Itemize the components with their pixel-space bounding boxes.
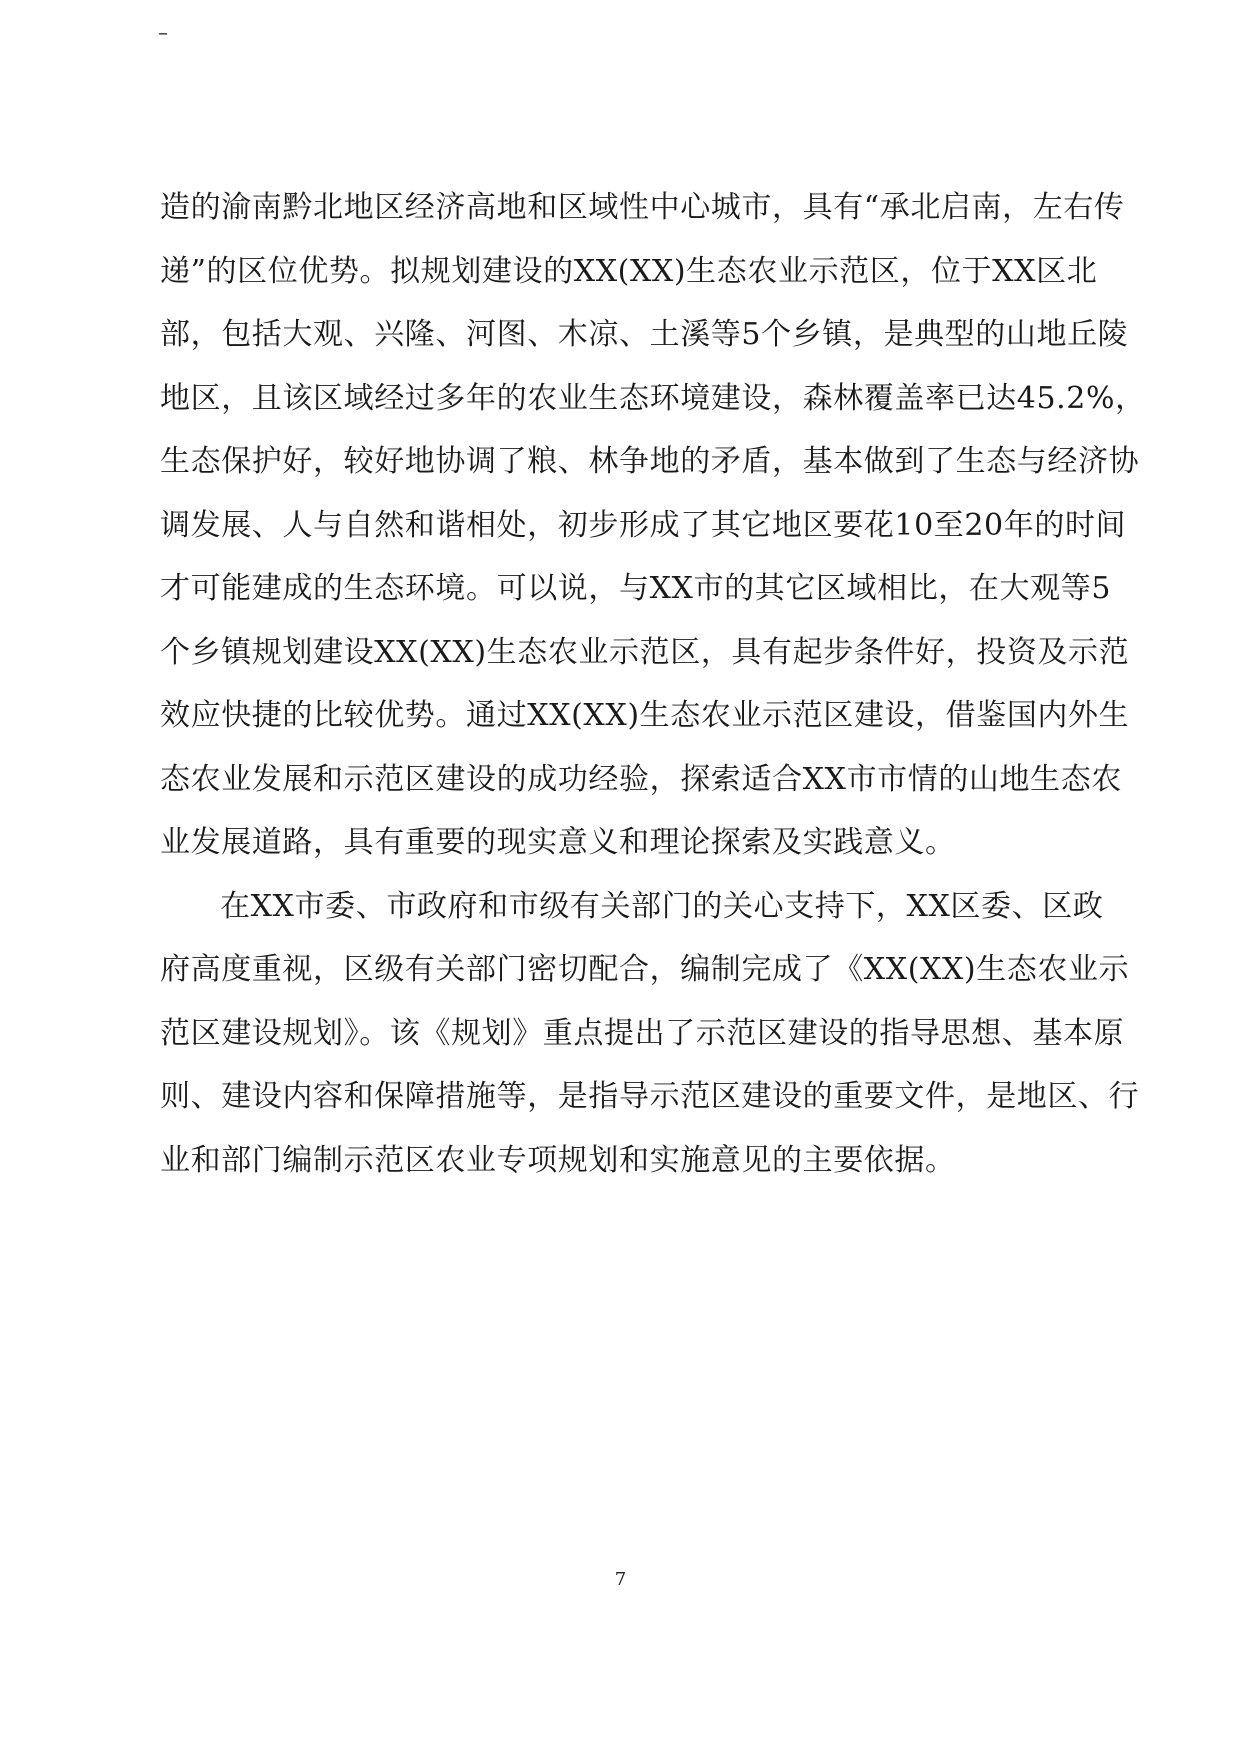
text-line: 业发展道路，具有重要的现实意义和理论探索及实践意义。 [160, 825, 956, 860]
text-line: 生态保护好，较好地协调了粮、林争地的矛盾，基本做到了生态与经济协 [160, 444, 1140, 479]
body-text [160, 176, 1146, 1192]
text-line: 递”的区位优势。拟规划建设的XX(XX)生态农业示范区，位于XX区北 [160, 253, 1098, 289]
text-line: 府高度重视，区级有关部门密切配合，编制完成了《XX(XX)生态农业示 [160, 952, 1130, 987]
text-line: 部，包括大观、兴隆、河图、木凉、土溪等5个乡镇，是典型的山地丘陵 [160, 317, 1129, 352]
text-line: 业和部门编制示范区农业专项规划和实施意见的主要依据。 [160, 1142, 956, 1178]
paragraph-1 [160, 176, 1146, 875]
text-line: 造的渝南黔北地区经济高地和区域性中心城市，具有“承北启南，左右传 [160, 190, 1125, 225]
text-line: 范区建设规划》。该《规划》重点提出了示范区建设的指导思想、基本原 [160, 1015, 1125, 1051]
text-line: 效应快捷的比较优势。通过XX(XX)生态农业示范区建设，借鉴国内外生 [160, 698, 1130, 733]
paragraph-2 [160, 875, 1140, 1193]
text-line: 则、建设内容和保障措施等，是指导示范区建设的重要文件，是地区、行 [160, 1079, 1140, 1114]
text-line: 在XX市委、市政府和市级有关部门的关心支持下，XX区委、区政 [220, 888, 1104, 924]
text-line: 才可能建成的生态环境。可以说，与XX市的其它区域相比，在大观等5 [160, 571, 1112, 606]
text-line: 态农业发展和示范区建设的成功经验，探索适合XX市市情的山地生态农 [160, 761, 1122, 797]
page-number: 7 [614, 1569, 627, 1590]
corner-mark: – [158, 20, 168, 44]
text-line: 地区，且该区域经过多年的农业生态环境建设，森林覆盖率已达45.2%， [160, 380, 1146, 416]
text-line: 调发展、人与自然和谐相处，初步形成了其它地区要花10至20年的时间 [160, 507, 1127, 543]
text-line: 个乡镇规划建设XX(XX)生态农业示范区，具有起步条件好，投资及示范 [160, 634, 1130, 670]
